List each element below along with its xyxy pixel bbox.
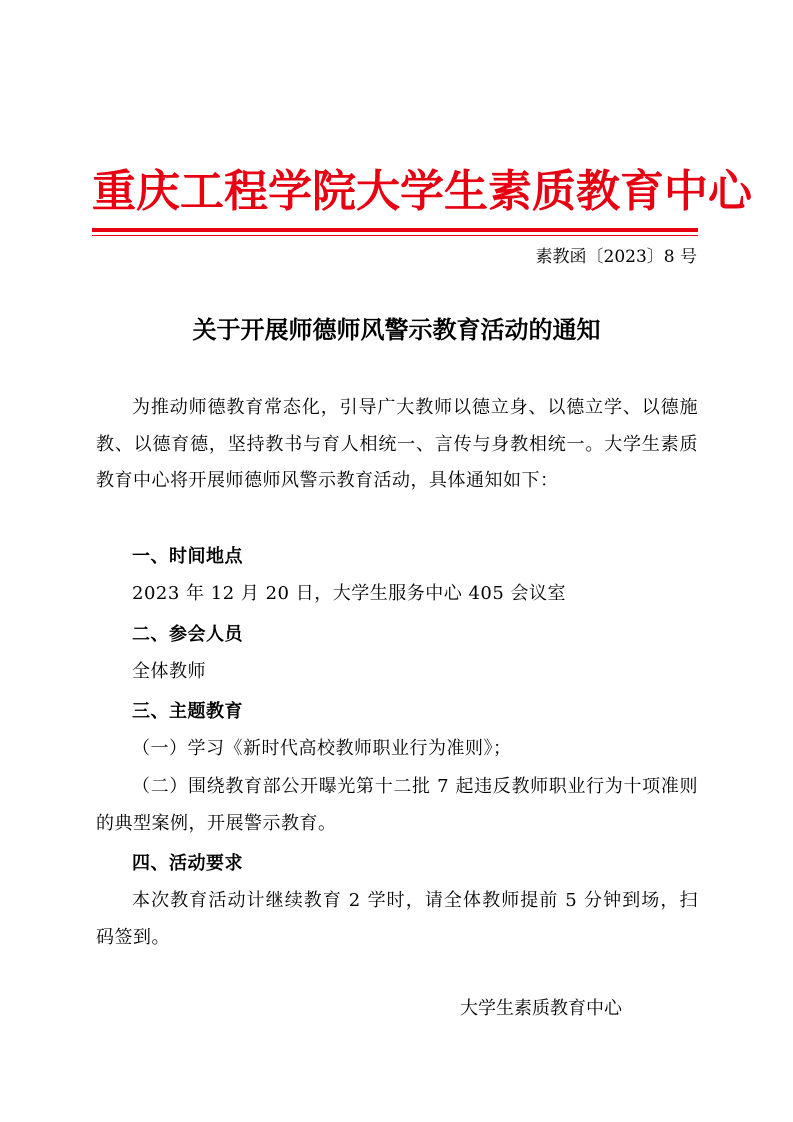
section-content-time-place: 2023 年 12 月 20 日，大学生服务中心 405 会议室 <box>132 583 567 604</box>
section-content-theme-2: （二）围绕教育部公开曝光第十二批 7 起违反教师职业行为十项准则的典型案例，开展警示教育。 <box>96 776 698 834</box>
section-content-attendees: 全体教师 <box>132 661 206 682</box>
notice-title: 关于开展师德师风警示教育活动的通知 <box>192 315 601 344</box>
signature: 大学生素质教育中心 <box>460 998 622 1019</box>
org-header-title: 重庆工程学院大学生素质教育中心 <box>92 166 752 217</box>
intro-paragraph: 为推动师德教育常态化，引导广大教师以德立身、以德立学、以德施教、以德育德，坚持教书与育人相统一、言传与身教相统一。大学生素质教育中心将开展师德师风警示教育活动，具体通知如下： <box>96 397 698 491</box>
section-heading-theme: 三、主题教育 <box>132 701 243 722</box>
header-rule-thick <box>92 228 698 232</box>
section-content-theme-1: （一）学习《新时代高校教师职业行为准则》； <box>132 738 512 759</box>
section-heading-requirements: 四、活动要求 <box>132 853 243 874</box>
section-heading-attendees: 二、参会人员 <box>132 624 243 645</box>
section-heading-time-place: 一、时间地点 <box>132 546 243 567</box>
section-content-requirements: 本次教育活动计继续教育 2 学时，请全体教师提前 5 分钟到场，扫码签到。 <box>96 890 698 948</box>
document-number: 素教函〔2023〕8 号 <box>535 247 697 267</box>
header-rule-thin <box>92 235 698 236</box>
